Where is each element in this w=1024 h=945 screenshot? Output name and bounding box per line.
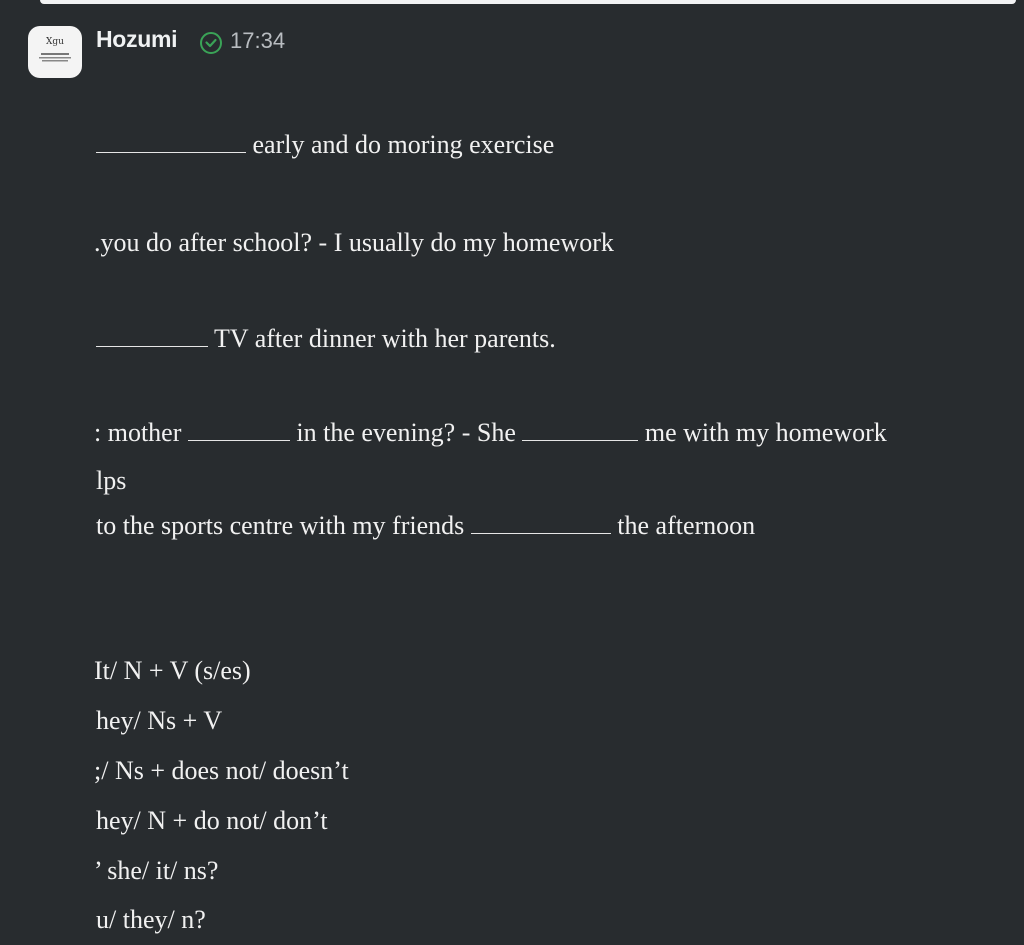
exercise-text: you do after school? - I usually do my homework	[100, 228, 614, 257]
grammar-line-3: ;/ Ns + does not/ doesn’t	[94, 756, 349, 785]
grammar-line-5: ’ she/ it/ ns?	[94, 856, 219, 885]
exercise-text: early and do moring exercise	[252, 130, 555, 159]
exercise-fragment: lps	[96, 466, 127, 495]
exercise-line-1	[96, 130, 554, 160]
answer-blank	[522, 420, 638, 441]
exercise-line-3	[96, 324, 556, 354]
answer-blank	[188, 420, 290, 441]
exercise-fragment: .	[94, 228, 101, 257]
message-timestamp: 17:34	[230, 28, 286, 53]
exercise-text: TV after dinner with her parents.	[214, 324, 556, 353]
exercise-fragment: : mother	[94, 418, 182, 447]
exercise-line-2	[94, 228, 614, 258]
grammar-line-4: hey/ N + do not/ don’t	[96, 806, 328, 835]
grammar-line-1: It/ N + V (s/es)	[94, 656, 251, 685]
avatar-image	[28, 26, 82, 78]
grammar-line-2: hey/ Ns + V	[96, 706, 223, 735]
answer-blank	[96, 132, 246, 153]
avatar-logo-text: Xgu	[46, 37, 64, 47]
exercise-text: to the sports centre with my friends	[96, 511, 465, 540]
answer-blank	[471, 513, 611, 534]
sender-name[interactable]: Hozumi	[96, 26, 178, 52]
exercise-text: in the evening? - She	[296, 418, 516, 447]
exercise-line-6	[96, 511, 755, 541]
answer-blank	[96, 326, 208, 347]
grammar-line-6: u/ they/ n?	[96, 905, 206, 934]
avatar[interactable]	[28, 26, 82, 78]
exercise-line-4	[94, 418, 887, 448]
top-panel-edge	[40, 0, 1016, 4]
exercise-text: me with my homework	[644, 418, 887, 447]
exercise-line-5	[96, 466, 126, 496]
verified-check-icon	[199, 31, 223, 55]
exercise-text: the afternoon	[617, 511, 756, 540]
